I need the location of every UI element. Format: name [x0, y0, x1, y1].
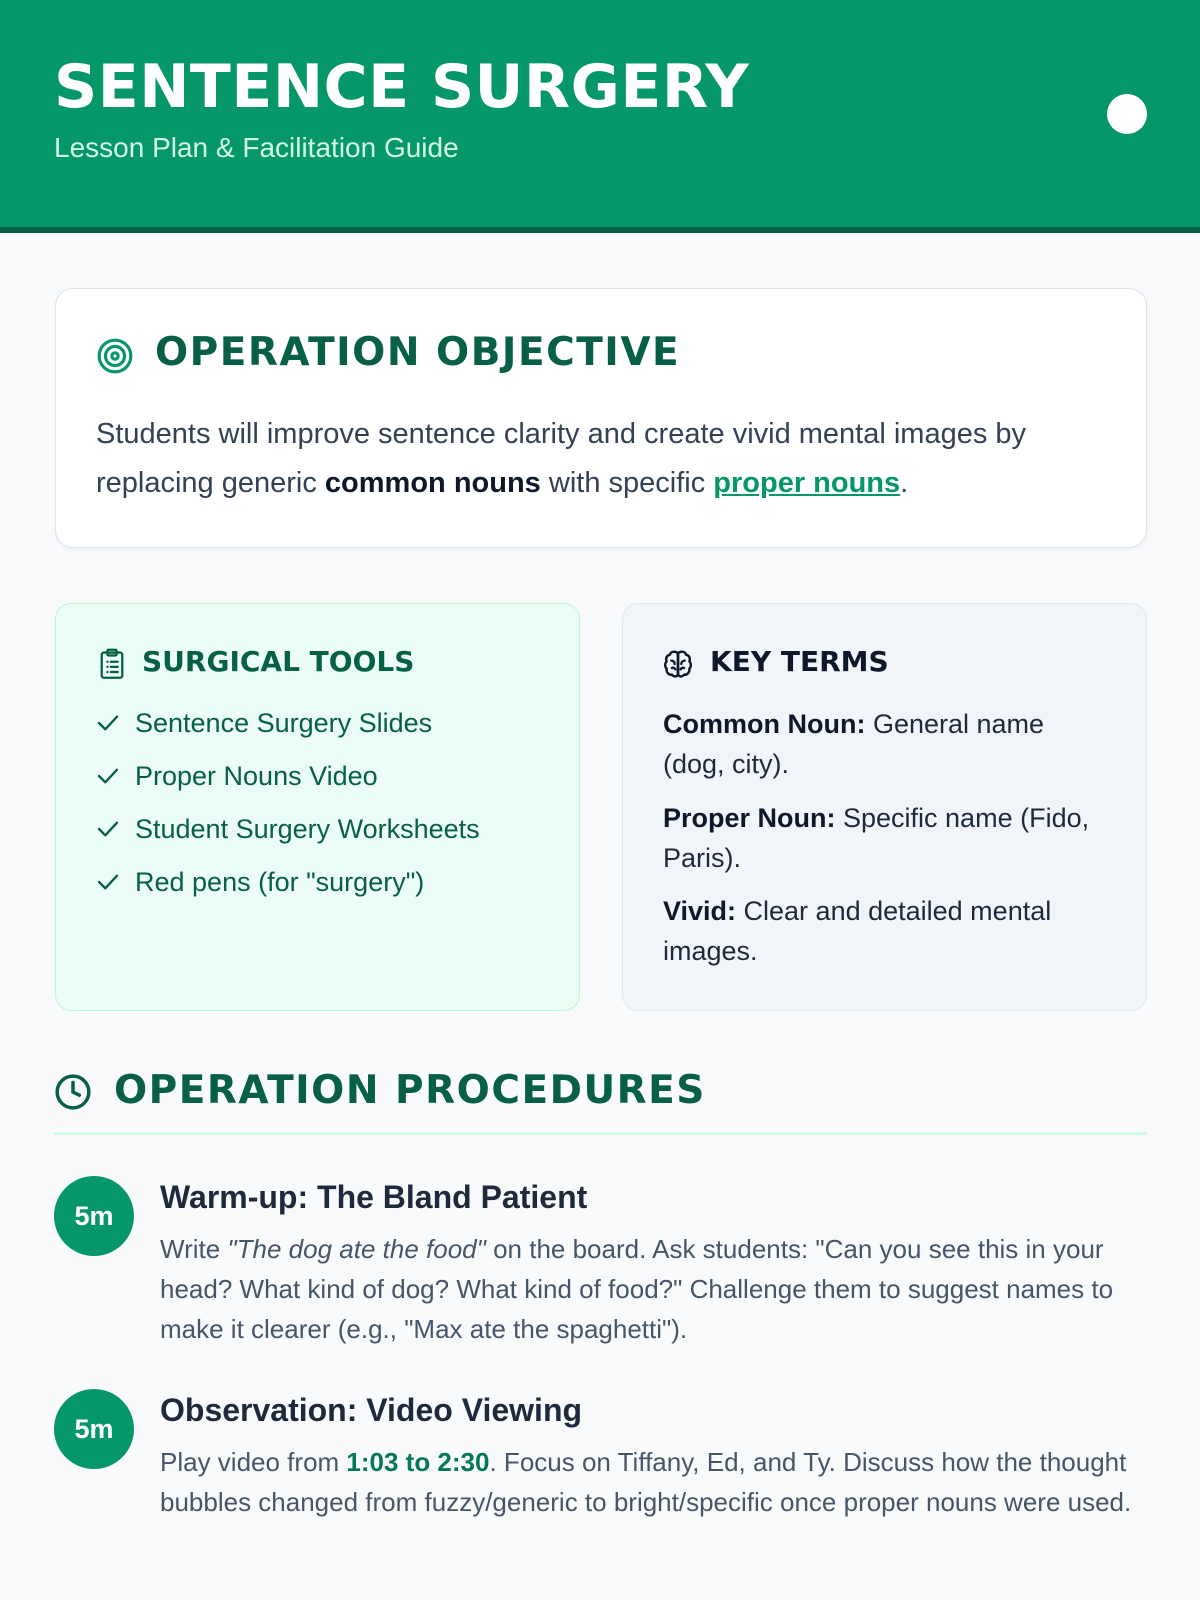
- key-terms-title: KEY TERMS: [710, 645, 889, 678]
- term-definition: General name (dog, city).: [663, 709, 1045, 779]
- step-text-part: Write: [160, 1234, 228, 1264]
- objective-title: OPERATION OBJECTIVE: [155, 330, 681, 375]
- step-time-badge: 5m: [54, 1389, 134, 1469]
- objective-text-part: .: [900, 467, 909, 499]
- term-label: Proper Noun:: [663, 803, 836, 833]
- key-term-proper-noun: [663, 798, 1113, 878]
- surgical-tools-title: SURGICAL TOOLS: [142, 645, 415, 678]
- key-term-common-noun: [663, 704, 1113, 784]
- key-term-vivid: [663, 891, 1113, 971]
- term-label: Vivid:: [663, 896, 737, 926]
- step-text-part: . Focus on Tiffany, Ed, and Ty. Discuss how the thought bubbles changed from fuzzy/generic to bright/specific once proper nouns were used.: [160, 1447, 1132, 1517]
- tool-label: Red pens (for "surgery"): [135, 867, 425, 897]
- check-icon: [97, 814, 125, 845]
- page-header: [0, 0, 1200, 233]
- objective-text-part: with specific: [540, 467, 714, 499]
- step-description: [160, 1229, 1145, 1349]
- step-description: [160, 1442, 1145, 1522]
- list-item: [97, 814, 480, 845]
- check-icon: [97, 708, 125, 739]
- objective-bold-term: common nouns: [324, 467, 541, 499]
- step-title: Observation: Video Viewing: [160, 1392, 583, 1428]
- video-timestamp: 1:03 to 2:30: [346, 1447, 490, 1477]
- objective-text-part: Students will improve sentence clarity and create vivid mental images by replacing generic: [96, 418, 1027, 499]
- check-icon: [97, 867, 125, 898]
- step-example-sentence: "The dog ate the food": [227, 1234, 486, 1264]
- tool-label: Sentence Surgery Slides: [135, 708, 433, 738]
- clock-icon: [54, 1073, 92, 1116]
- step-time-badge: 5m: [54, 1176, 134, 1256]
- term-definition: Specific name (Fido, Paris).: [663, 803, 1090, 873]
- page-title: SENTENCE SURGERY: [54, 52, 750, 122]
- step-text-part: Play video from: [160, 1447, 347, 1477]
- tool-label: Student Surgery Worksheets: [135, 814, 480, 844]
- procedures-title: OPERATION PROCEDURES: [114, 1068, 706, 1113]
- proper-nouns-link[interactable]: proper nouns: [713, 467, 901, 499]
- clipboard-icon: [98, 648, 126, 685]
- term-label: Common Noun:: [663, 709, 866, 739]
- target-icon: [96, 337, 134, 380]
- header-dot-decoration: [1107, 94, 1147, 134]
- list-item: [97, 867, 424, 898]
- check-icon: [97, 761, 125, 792]
- tool-label: Proper Nouns Video: [135, 761, 378, 791]
- objective-text: [96, 410, 1136, 508]
- term-definition: Clear and detailed mental images.: [663, 896, 1052, 966]
- step-text-part: on the board. Ask students: "Can you see this in your head? What kind of dog? What kind of food?" Challenge them to suggest names to make it clearer (e.g., "Max ate the spaghetti").: [160, 1234, 1114, 1344]
- page-subtitle: Lesson Plan & Facilitation Guide: [54, 132, 459, 163]
- section-divider: [54, 1132, 1147, 1135]
- step-title: Warm-up: The Bland Patient: [160, 1179, 588, 1215]
- brain-icon: [662, 648, 694, 685]
- list-item: [97, 708, 432, 739]
- list-item: [97, 761, 378, 792]
